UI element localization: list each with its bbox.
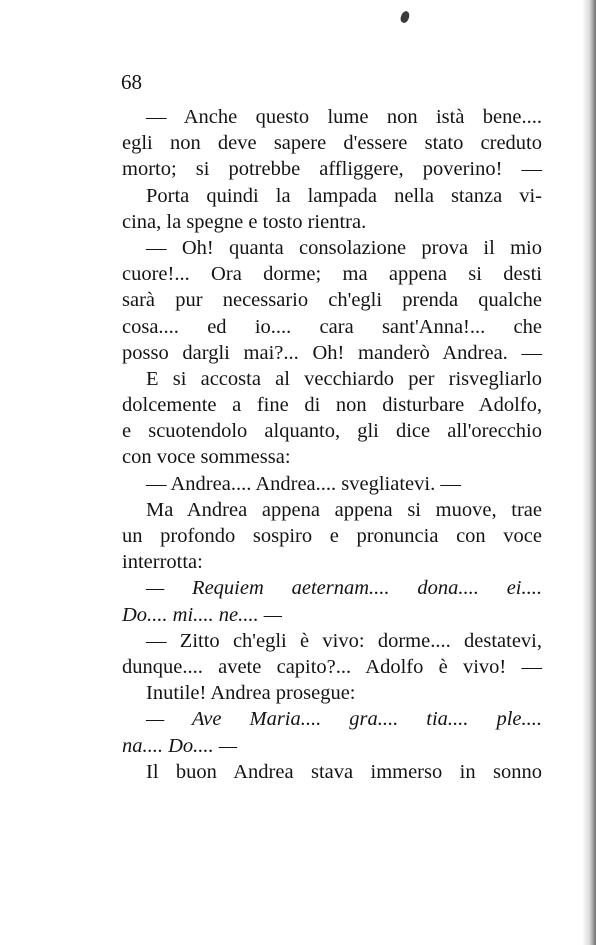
text-line: — Andrea.... Andrea.... svegliatevi. — <box>146 472 461 495</box>
text-line: cosa.... ed io.... cara sant'Anna!... che <box>122 315 542 338</box>
text-line: cina, la spegne e tosto rientra. <box>122 210 367 233</box>
text-line: na.... Do.... — <box>122 734 238 757</box>
text-line: — Oh! quanta consolazione prova il mio <box>146 236 542 259</box>
text-line: un profondo sospiro e pronuncia con voce <box>122 525 542 547</box>
text-line: dunque.... avete capito?... Adolfo è vivo! — <box>122 655 542 678</box>
text-line: posso dargli mai?... Oh! manderò Andrea. — <box>122 341 542 364</box>
text-line: Il buon Andrea stava immerso in sonno <box>146 760 542 783</box>
page-edge-shadow <box>582 0 596 945</box>
text-line: interrotta: <box>122 551 203 574</box>
text-line: E si accosta al vecchiardo per risvegliarlo <box>146 367 542 390</box>
text-line: egli non deve sapere d'essere stato creduto <box>122 132 542 155</box>
text-line: — Zitto ch'egli è vivo: dorme.... destatevi, <box>146 629 542 652</box>
text-line: cuore!... Ora dorme; ma appena si desti <box>122 263 542 286</box>
text-line: Porta quindi la lampada nella stanza vi- <box>146 184 542 207</box>
text-line: dolcemente a fine di non disturbare Adolfo, <box>122 394 542 417</box>
text-line: con voce sommessa: <box>122 446 291 469</box>
text-line: Inutile! Andrea prosegue: <box>146 682 356 705</box>
text-line: — Anche questo lume non istà bene.... <box>146 106 542 128</box>
ink-speck <box>399 10 411 24</box>
text-line: morto; si potrebbe affliggere, poverino! — <box>122 158 542 181</box>
text-line: — Requiem aeternam.... dona.... ei.... <box>146 577 542 600</box>
text-line: e scuotendolo alquanto, gli dice all'orecchio <box>122 420 542 443</box>
text-line: — Ave Maria.... gra.... tia.... ple.... <box>146 708 542 731</box>
page-text <box>122 104 542 785</box>
text-line: Do.... mi.... ne.... — <box>122 603 283 626</box>
text-line: Ma Andrea appena appena si muove, trae <box>146 498 542 521</box>
text-line: sarà pur necessario ch'egli prenda qualche <box>122 289 542 312</box>
page-number: 68 <box>121 70 142 94</box>
